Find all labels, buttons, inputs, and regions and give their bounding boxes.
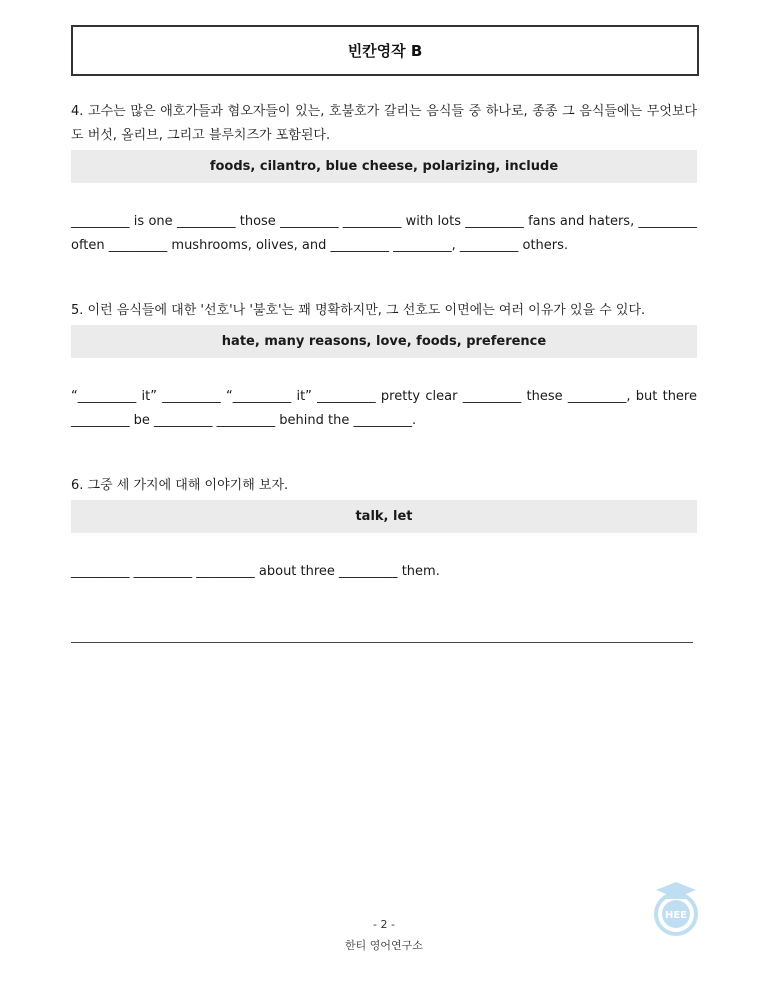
question-6-prompt: 6. 그중 세 가지에 대해 이야기해 보자. bbox=[71, 478, 289, 493]
writing-line bbox=[71, 642, 693, 643]
page-number: - 2 - bbox=[373, 918, 395, 931]
question-5-prompt: 5. 이런 음식들에 대한 '선호'나 '불호'는 꽤 명확하지만, 그 선호도 이면에는 여러 이유가 있을 수 있다. bbox=[71, 303, 646, 318]
logo-text: HEE bbox=[664, 910, 688, 921]
question-4-prompt: 4. 고수는 많은 애호가들과 혐오자들이 있는, 호불호가 갈리는 음식들 중 하나로, 종종 그 음식들에는 무엇보다도 버섯, 올리브, 그리고 블루치즈가 포함된다. bbox=[71, 104, 697, 143]
worksheet-title: 빈칸영작 B bbox=[71, 25, 699, 76]
question-4-keywords: foods, cilantro, blue cheese, polarizing, include bbox=[71, 150, 697, 183]
publisher-name: 한티 영어연구소 bbox=[345, 939, 423, 952]
graduation-cap-icon bbox=[656, 882, 696, 899]
question-6-answer-line-1: _________ _________ _________ about three _________ them. bbox=[71, 564, 440, 579]
question-4-answer-line-2: often _________ mushrooms, olives, and _________ _________, _________ others. bbox=[71, 238, 569, 253]
question-5-keywords: hate, many reasons, love, foods, preference bbox=[71, 325, 697, 358]
question-6-keywords: talk, let bbox=[71, 500, 697, 533]
question-5-answer-line-2: _________ be _________ _________ behind the _________. bbox=[71, 413, 417, 428]
question-4-answer-line-1: _________ is one _________ those _________ _________ with lots _________ fans and haters, _________ bbox=[71, 214, 697, 229]
question-5-answer-line-1: “_________ it” _________ “_________ it” _________ pretty clear _________ these _________, but there bbox=[71, 389, 697, 404]
